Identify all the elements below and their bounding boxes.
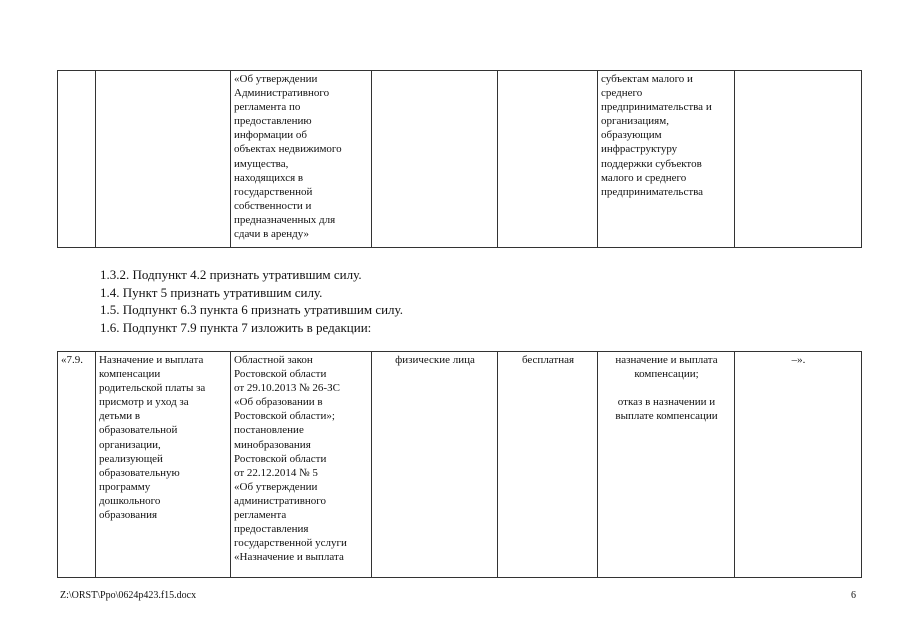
cell-legal-basis: Областной закон Ростовской области от 29.10.2013 № 26-ЗС «Об образовании в Ростовской области»; постановление минобразования Ростовской области от 22.12.2014 № 5 «Об утверждении административного регламента предоставления государственной услуги «Назначение и выплата bbox=[231, 352, 372, 578]
page-number: 6 bbox=[851, 590, 856, 601]
cell-service-name bbox=[96, 71, 231, 248]
cell-payment-terms bbox=[498, 71, 598, 248]
cell-recipients bbox=[372, 71, 498, 248]
table-continuation bbox=[57, 70, 862, 248]
cell-notes bbox=[735, 71, 862, 248]
cell-service-name: Назначение и выплата компенсации родительской платы за присмотр и уход за детьми в образовательной организации, реализующей образовательную программу дошкольного образования bbox=[96, 352, 231, 578]
cell-number: «7.9. bbox=[58, 352, 96, 578]
cell-result: субъектам малого и среднего предпринимательства и организациям, образующим инфраструктуру поддержки субъектов малого и среднего предпринимательства bbox=[598, 71, 735, 248]
table-new-item bbox=[57, 351, 862, 578]
paragraph-1-5: 1.5. Подпункт 6.3 пункта 6 признать утратившим силу. bbox=[100, 302, 403, 317]
cell-payment-terms: бесплатная bbox=[498, 352, 598, 578]
cell-legal-basis: «Об утверждении Административного регламента по предоставлению информации об объектах недвижимого имущества, находящихся в государственной собственности и предназначенных для сдачи в аренду» bbox=[231, 71, 372, 248]
table-row bbox=[58, 352, 862, 578]
cell-number bbox=[58, 71, 96, 248]
footer-file-path: Z:\ORST\Ppo\0624p423.f15.docx bbox=[60, 590, 197, 601]
paragraph-1-6: 1.6. Подпункт 7.9 пункта 7 изложить в редакции: bbox=[100, 319, 372, 335]
paragraph-1-3-2: 1.3.2. Подпункт 4.2 признать утратившим силу. bbox=[100, 267, 362, 282]
paragraph-1-4: 1.4. Пункт 5 признать утратившим силу. bbox=[100, 284, 323, 300]
cell-recipients: физические лица bbox=[372, 352, 498, 578]
cell-notes: –». bbox=[735, 352, 862, 578]
table-row bbox=[58, 71, 862, 248]
amendment-paragraphs bbox=[100, 266, 403, 336]
cell-result: назначение и выплата компенсации; отказ в назначении и выплате компенсации bbox=[598, 352, 735, 578]
